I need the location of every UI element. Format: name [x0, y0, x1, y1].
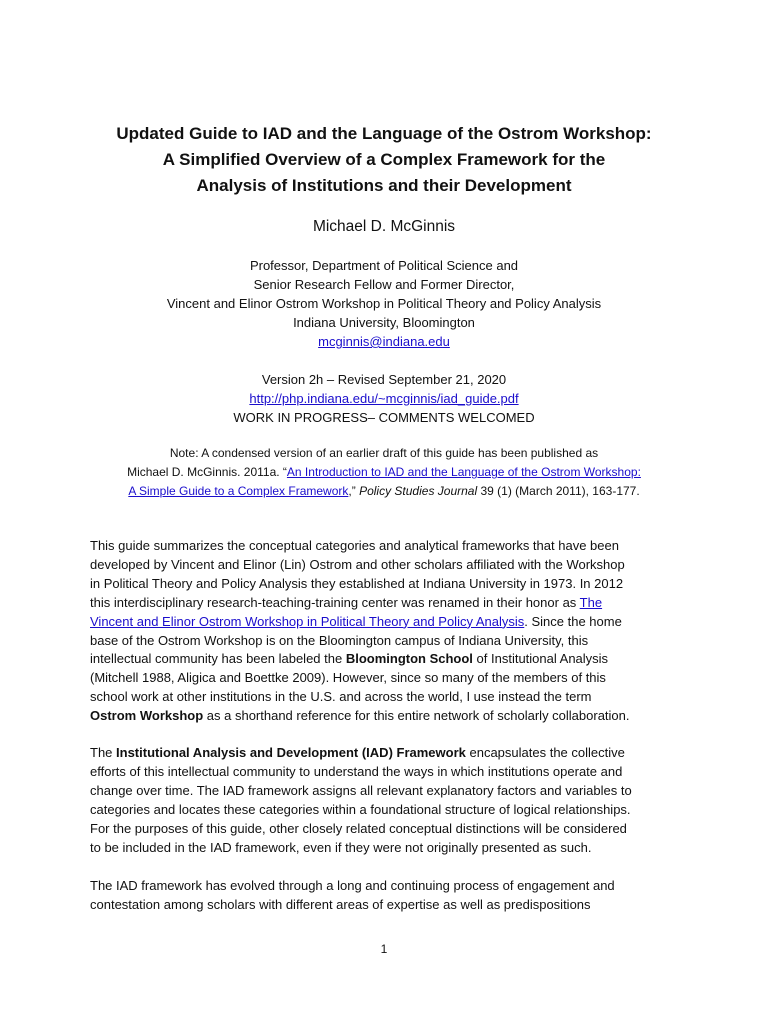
bloomington-school-term: Bloomington School — [345, 651, 473, 667]
title-line-1: Updated Guide to IAD and the Language of the Ostrom Workshop: — [116, 124, 652, 143]
document-title — [60, 121, 708, 199]
p2-line: change over time. The IAD framework assigns all relevant explanatory factors and variables to — [90, 782, 632, 798]
article-link-part-1[interactable]: An Introduction to IAD and the Language of the Ostrom Workshop: — [286, 465, 641, 479]
version-line: Version 2h – Revised September 21, 2020 — [261, 372, 507, 387]
paragraph-1 — [90, 537, 680, 726]
guide-url-link[interactable]: http://php.indiana.edu/~mcginnis/iad_guide.pdf — [249, 391, 519, 406]
p1-line: school work at other institutions in the U.S. and across the world, I use instead the term — [90, 689, 592, 705]
paragraph-3 — [90, 877, 680, 915]
iad-framework-term: Institutional Analysis and Development (IAD) Framework — [116, 745, 466, 760]
p1-line: This guide summarizes the conceptual categories and analytical frameworks that have been — [90, 538, 619, 553]
affiliation-line-4: Indiana University, Bloomington — [293, 315, 475, 330]
ostrom-workshop-link-part-1[interactable]: The — [579, 594, 603, 610]
title-line-2: A Simplified Overview of a Complex Framework for the — [162, 150, 606, 169]
author-name: Michael D. McGinnis — [312, 218, 456, 235]
note-citation-suffix: 39 (1) (March 2011), 163-177. — [477, 484, 640, 498]
p1-line: developed by Vincent and Elinor (Lin) Ostrom and other scholars affiliated with the Workshop — [90, 556, 625, 572]
journal-name: Policy Studies Journal — [359, 484, 478, 498]
p3-line: The IAD framework has evolved through a long and continuing process of engagement and — [90, 878, 615, 893]
ostrom-workshop-link-part-2[interactable]: Vincent and Elinor Ostrom Workshop in Political Theory and Policy Analysis — [90, 613, 525, 629]
p2-line: The — [90, 745, 117, 760]
ostrom-workshop-term: Ostrom Workshop — [90, 708, 204, 724]
status-line: WORK IN PROGRESS– COMMENTS WELCOMED — [233, 410, 535, 425]
p3-line: contestation among scholars with different areas of expertise as well as predispositions — [90, 896, 591, 912]
affiliation-line-2: Senior Research Fellow and Former Director, — [253, 277, 515, 292]
p1-line: (Mitchell 1988, Aligica and Boettke 2009). However, since so many of the members of this — [90, 670, 606, 686]
p1-line: this interdisciplinary research-teaching-training center was renamed in their honor as — [90, 594, 580, 610]
note-citation-prefix: Michael D. McGinnis. 2011a. “ — [127, 465, 287, 479]
p2-line: For the purposes of this guide, other closely related conceptual distinctions will be considered — [90, 820, 627, 836]
p1-line: intellectual community has been labeled the — [90, 651, 346, 667]
p1-line: base of the Ostrom Workshop is on the Bloomington campus of Indiana University, this — [90, 632, 589, 648]
note-line-1: Note: A condensed version of an earlier draft of this guide has been published as — [169, 446, 599, 460]
affiliation-line-3: Vincent and Elinor Ostrom Workshop in Political Theory and Policy Analysis — [166, 296, 602, 311]
version-block — [60, 370, 708, 427]
paragraph-2 — [90, 744, 680, 857]
p1-line: . Since the home — [524, 613, 622, 629]
article-link-part-2[interactable]: A Simple Guide to a Complex Framework — [128, 484, 349, 498]
p2-line: efforts of this intellectual community to understand the ways in which institutions operate and — [90, 763, 623, 779]
p1-line: in Political Theory and Policy Analysis they established at Indiana University in 1973. In 2012 — [90, 575, 624, 591]
title-line-3: Analysis of Institutions and their Development — [196, 176, 572, 195]
p2-line: to be included in the IAD framework, even if they were not originally presented as such. — [90, 839, 592, 855]
affiliation-line-1: Professor, Department of Political Science and — [249, 258, 519, 273]
note-citation-sep: ,” — [348, 484, 360, 498]
p1-line: as a shorthand reference for this entire network of scholarly collaboration. — [203, 708, 630, 724]
page-number: 1 — [380, 942, 388, 956]
author-affiliation — [60, 256, 708, 351]
p2-line: encapsulates the collective — [465, 745, 625, 760]
publication-note — [60, 444, 708, 501]
email-link[interactable]: mcginnis@indiana.edu — [318, 334, 450, 349]
p1-line: of Institutional Analysis — [472, 651, 609, 667]
p2-line: categories and locates these categories within a foundational structure of logical relationships. — [90, 801, 631, 817]
